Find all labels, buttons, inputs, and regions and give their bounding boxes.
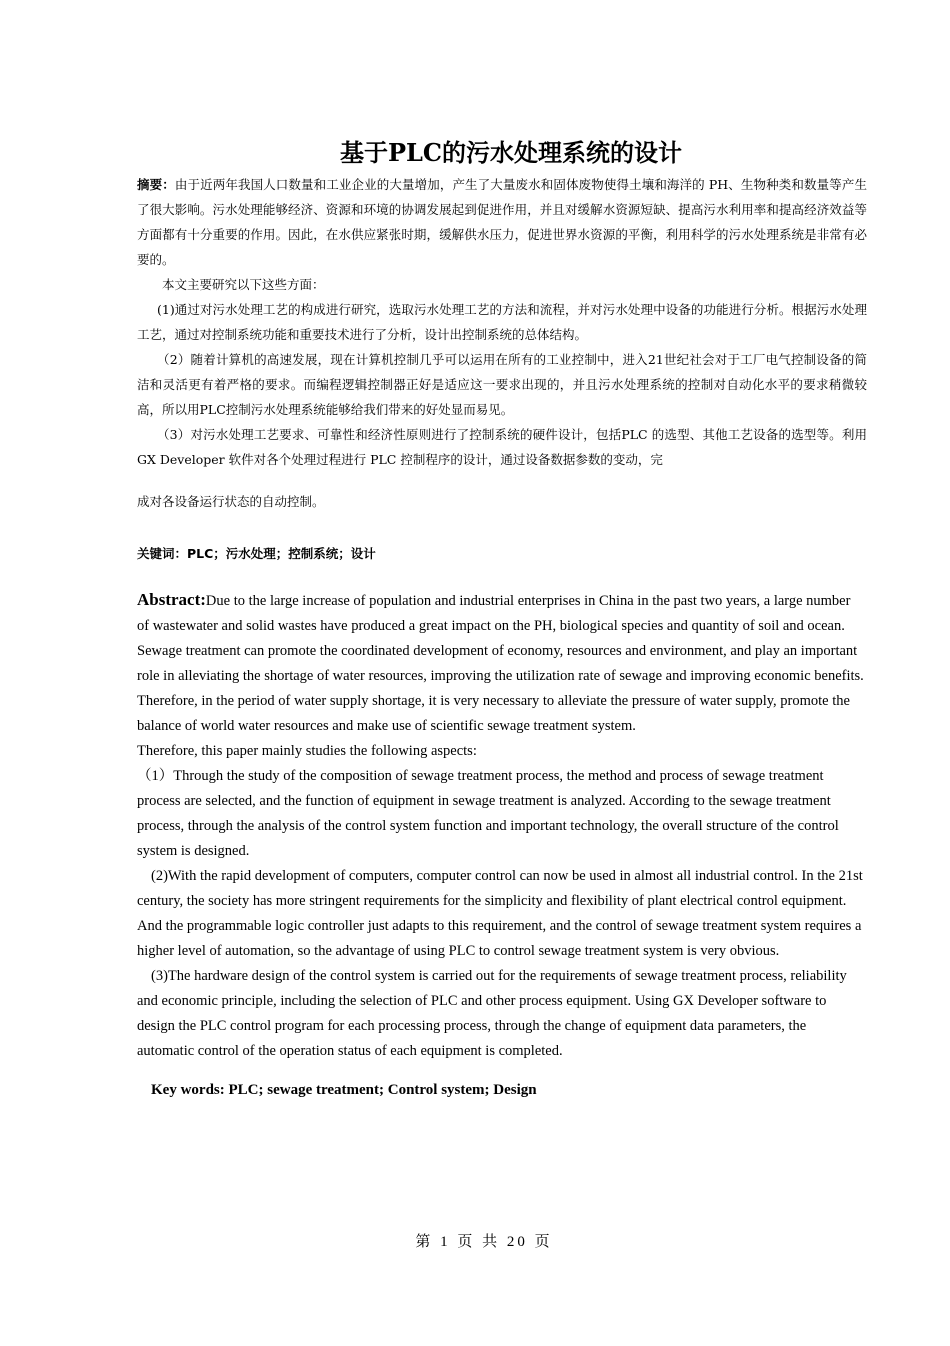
abstract-en-intro: Therefore, this paper mainly studies the following aspects: xyxy=(137,743,477,759)
abstract-en-item-1: （1）Through the study of the composition of sewage treatment process, the method and process of sewage treatment process are selected, and the function of equipment in sewage treatment is analyzed. According to the sewage treatment process, through the analysis of the control system function and important technology, the overall structure of the control system is designed. xyxy=(137,768,839,859)
abstract-en-item-3: (3)The hardware design of the control system is carried out for the requirements of sewage treatment process, reliability and economic principle, including the selection of PLC and other process equipment. Using GX Developer software to design the PLC control program for each processing process, through the change of equipment data parameters, the automatic control of the operation status of each equipment is completed. xyxy=(137,968,847,1059)
abstract-cn-item-2: （2）随着计算机的高速发展，现在计算机控制几乎可以运用在所有的工业控制中，进入21世纪社会对于工厂电气控制设备的简洁和灵活更有着严格的要求。而编程逻辑控制器正好是适应这一要求出现的，并且污水处理系统的控制对自动化水平的要求稍微较高，所以用PLC控制污水处理系统能够给我们带来的好处显而易见。 xyxy=(137,352,867,417)
keywords-en: Key words: PLC; sewage treatment; Control system; Design xyxy=(151,1082,537,1098)
abstract-cn-item-1: (1)通过对污水处理工艺的构成进行研究，选取污水处理工艺的方法和流程，并对污水处理中设备的功能进行分析。根据污水处理工艺，通过对控制系统功能和重要技术进行了分析，设计出控制系统的总体结构。 xyxy=(137,302,867,342)
abstract-cn-tail: 成对各设备运行状态的自动控制。 xyxy=(137,494,325,509)
abstract-cn-label: 摘要： xyxy=(137,177,175,192)
abstract-en-text: Due to the large increase of population and industrial enterprises in China in the past two years, a large number of wastewater and solid wastes have produced a great impact on the PH, biological species and quantity of soil and ocean. Sewage treatment can promote the coordinated development of economy, resources and environment, and play an important role in alleviating the shortage of water resources, improving the utilization rate of sewage and improving economic benefits. Therefore, in the period of water supply shortage, it is very necessary to alleviate the pressure of water supply, promote the balance of world water resources and make use of scientific sewage treatment system. xyxy=(137,593,864,734)
abstract-cn-paragraph xyxy=(137,172,867,272)
page-title: 基于PLC的污水处理系统的设计 xyxy=(339,138,683,167)
abstract-cn-item-3: （3）对污水处理工艺要求、可靠性和经济性原则进行了控制系统的硬件设计，包括PLC 的选型、其他工艺设备的选型等。利用 GX Developer 软件对各个处理过程进行 PLC 控制程序的设计，通过设备数据参数的变动，完 xyxy=(137,427,867,467)
page-footer: 第 1 页 共 20 页 xyxy=(415,1234,553,1250)
abstract-en-item-2: (2)With the rapid development of computers, computer control can now be used in almost all industrial control. In the 21st century, the society has more stringent requirements for the simplicity and flexibility of plant electrical control equipment. And the programmable logic controller just adapts to this requirement, and the control of sewage treatment system requires a higher level of automation, so the advantage of using PLC to control sewage treatment system is very obvious. xyxy=(137,868,863,959)
abstract-cn-tail-block xyxy=(137,489,867,514)
abstract-en-paragraph xyxy=(137,587,865,739)
abstract-en xyxy=(137,587,865,1064)
abstract-cn-intro: 本文主要研究以下这些方面： xyxy=(162,277,325,292)
abstract-en-label: Abstract: xyxy=(137,590,206,609)
keywords-cn: 关键词：PLC；污水处理；控制系统；设计 xyxy=(137,546,376,561)
abstract-cn xyxy=(137,172,867,472)
abstract-cn-text: 由于近两年我国人口数量和工业企业的大量增加，产生了大量废水和固体废物使得土壤和海洋的 PH、生物种类和数量等产生了很大影响。污水处理能够经济、资源和环境的协调发展起到促进作用，并且对缓解水资源短缺、提高污水利用率和提高经济效益等方面都有十分重要的作用。因此，在水供应紧张时期，缓解供水压力，促进世界水资源的平衡，利用科学的污水处理系统是非常有必要的。 xyxy=(137,177,867,267)
